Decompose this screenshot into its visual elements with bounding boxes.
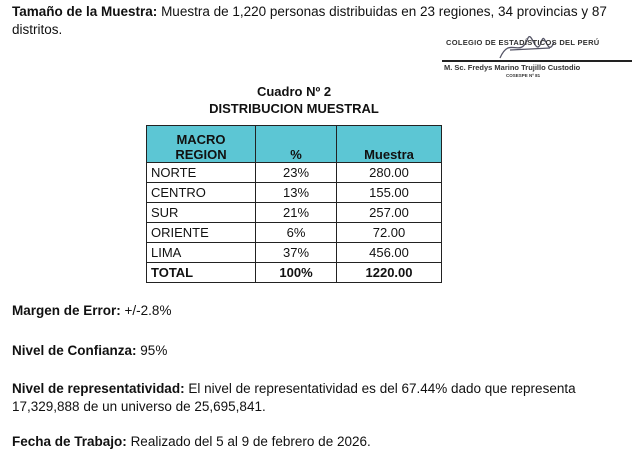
- table-header-row: [147, 126, 442, 163]
- table-row: [147, 163, 442, 183]
- fieldwork-value: Realizado del 5 al 9 de febrero de 2026.: [130, 434, 371, 449]
- confidence-label: Nivel de Confianza:: [12, 343, 137, 358]
- sample-text-2: distritos.: [12, 22, 63, 37]
- header-percent: %: [256, 126, 337, 163]
- cell-percent: 23%: [256, 163, 337, 183]
- cell-total-percent: 100%: [256, 263, 337, 283]
- sample-text: Muestra de 1,220 personas distribuidas en 23 regiones, 34 provincias y 87: [161, 4, 607, 19]
- table-total-row: [147, 263, 442, 283]
- representativity-text: El nivel de representatividad es del 67.44% dado que representa: [188, 381, 576, 396]
- fieldwork-date: [12, 433, 371, 451]
- table-row: [147, 223, 442, 243]
- header-macro-region: MACRO REGION: [147, 126, 256, 163]
- signature-line: [442, 60, 632, 62]
- margin-of-error: [12, 302, 171, 320]
- confidence-value: 95%: [140, 343, 168, 358]
- cell-sample: 456.00: [337, 243, 442, 263]
- cell-total-sample: 1220.00: [337, 263, 442, 283]
- cell-percent: 37%: [256, 243, 337, 263]
- table-row: [147, 183, 442, 203]
- cell-region: SUR: [147, 203, 256, 223]
- table-caption-title: DISTRIBUCION MUESTRAL: [209, 101, 379, 116]
- cell-region: ORIENTE: [147, 223, 256, 243]
- error-value: +/-2.8%: [124, 303, 172, 318]
- signature-stamp: [440, 30, 635, 85]
- representativity-label: Nivel de representatividad:: [12, 381, 185, 396]
- confidence-level: [12, 342, 167, 360]
- cell-region: NORTE: [147, 163, 256, 183]
- signature-college: COLEGIO DE ESTADÍSTICOS DEL PERÚ: [446, 38, 600, 47]
- cell-percent: 21%: [256, 203, 337, 223]
- cell-sample: 257.00: [337, 203, 442, 223]
- cell-region: CENTRO: [147, 183, 256, 203]
- sample-label: Tamaño de la Muestra:: [12, 4, 158, 19]
- signature-cosespe: COSESPE Nº 81: [506, 73, 541, 78]
- cell-percent: 13%: [256, 183, 337, 203]
- table-row: [147, 243, 442, 263]
- cell-percent: 6%: [256, 223, 337, 243]
- representativity-text-2: 17,329,888 de un universo de 25,695,841.: [12, 399, 266, 414]
- representativity-paragraph: [12, 380, 628, 416]
- fieldwork-label: Fecha de Trabajo:: [12, 434, 127, 449]
- header-sample: Muestra: [337, 126, 442, 163]
- error-label: Margen de Error:: [12, 303, 121, 318]
- signature-scribble: [490, 30, 570, 64]
- signature-name: M. Sc. Fredys Marino Trujillo Custodio: [444, 63, 581, 72]
- cell-sample: 280.00: [337, 163, 442, 183]
- cell-sample: 155.00: [337, 183, 442, 203]
- cell-total-label: TOTAL: [147, 263, 256, 283]
- table-row: [147, 203, 442, 223]
- sample-distribution-table: [146, 125, 442, 283]
- cell-region: LIMA: [147, 243, 256, 263]
- cell-sample: 72.00: [337, 223, 442, 243]
- table-caption-number: Cuadro Nº 2: [256, 84, 332, 99]
